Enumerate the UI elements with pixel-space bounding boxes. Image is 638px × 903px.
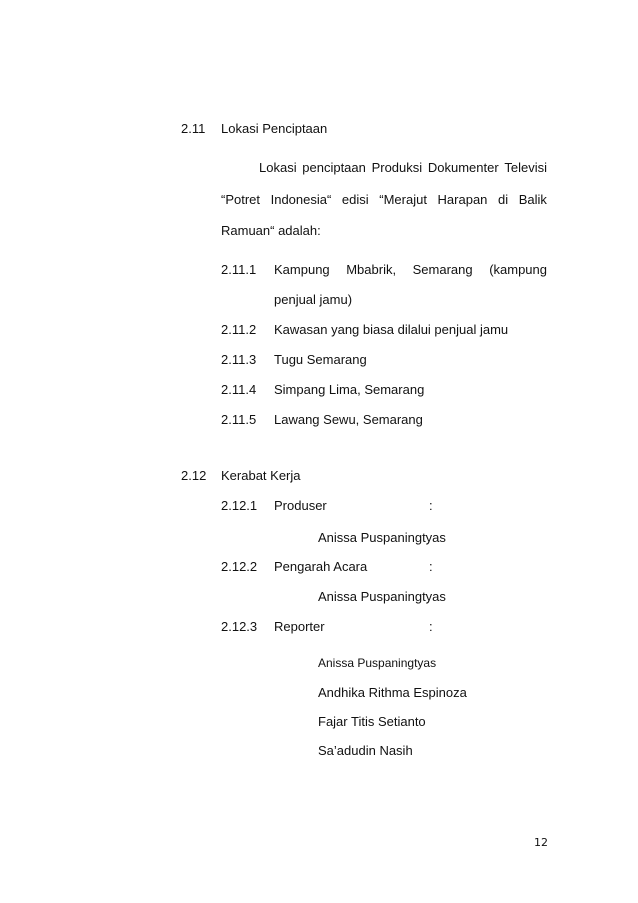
role-colon: : <box>429 619 433 634</box>
role-colon: : <box>429 498 433 513</box>
word: Televisi <box>504 160 547 175</box>
paragraph-line: Ramuan“ adalah: <box>221 223 321 238</box>
item-number: 2.12.1 <box>221 498 258 513</box>
word: Mbabrik, <box>346 262 397 277</box>
word: Kampung <box>274 262 330 277</box>
item-text: Tugu Semarang <box>274 352 367 367</box>
person-name: Fajar Titis Setianto <box>318 714 426 729</box>
word: Balik <box>518 192 547 207</box>
item-number: 2.11.2 <box>221 322 257 337</box>
item-text: penjual jamu) <box>274 292 353 307</box>
word: Lokasi <box>259 160 297 175</box>
person-name: Anissa Puspaningtyas <box>318 589 446 604</box>
paragraph-line <box>259 160 547 176</box>
item-number: 2.11.4 <box>221 382 257 397</box>
word: di <box>498 192 509 207</box>
item-number: 2.12.3 <box>221 619 258 634</box>
item-text: Simpang Lima, Semarang <box>274 382 425 397</box>
paragraph-line <box>221 192 547 208</box>
role-label: Produser <box>274 498 327 513</box>
item-text: Kawasan yang biasa dilalui penjual jamu <box>274 322 509 337</box>
role-label: Pengarah Acara <box>274 559 368 574</box>
item-number: 2.11.1 <box>221 262 257 277</box>
word: (kampung <box>489 262 547 277</box>
item-text: Lawang Sewu, Semarang <box>274 412 423 427</box>
item-text <box>274 262 547 278</box>
item-number: 2.11.3 <box>221 352 257 367</box>
person-name: Anissa Puspaningtyas <box>318 656 437 670</box>
word: Indonesia“ <box>270 192 332 207</box>
role-label: Reporter <box>274 619 325 634</box>
role-colon: : <box>429 559 433 574</box>
person-name: Andhika Rithma Espinoza <box>318 685 467 700</box>
word: “Merajut <box>379 192 427 207</box>
word: Produksi <box>371 160 423 175</box>
person-name: Sa’adudin Nasih <box>318 743 413 758</box>
person-name: Anissa Puspaningtyas <box>318 530 446 545</box>
section-title: Lokasi Penciptaan <box>221 121 328 136</box>
word: penciptaan <box>302 160 366 175</box>
word: Semarang <box>412 262 473 277</box>
item-number: 2.11.5 <box>221 412 257 427</box>
word: “Potret <box>221 192 261 207</box>
item-number: 2.12.2 <box>221 559 258 574</box>
section-number: 2.12 <box>181 468 207 483</box>
word: Harapan <box>437 192 488 207</box>
section-title: Kerabat Kerja <box>221 468 301 483</box>
word: edisi <box>341 192 369 207</box>
section-number: 2.11 <box>181 121 206 136</box>
word: Dokumenter <box>427 160 499 175</box>
page-number: 12 <box>534 836 548 849</box>
